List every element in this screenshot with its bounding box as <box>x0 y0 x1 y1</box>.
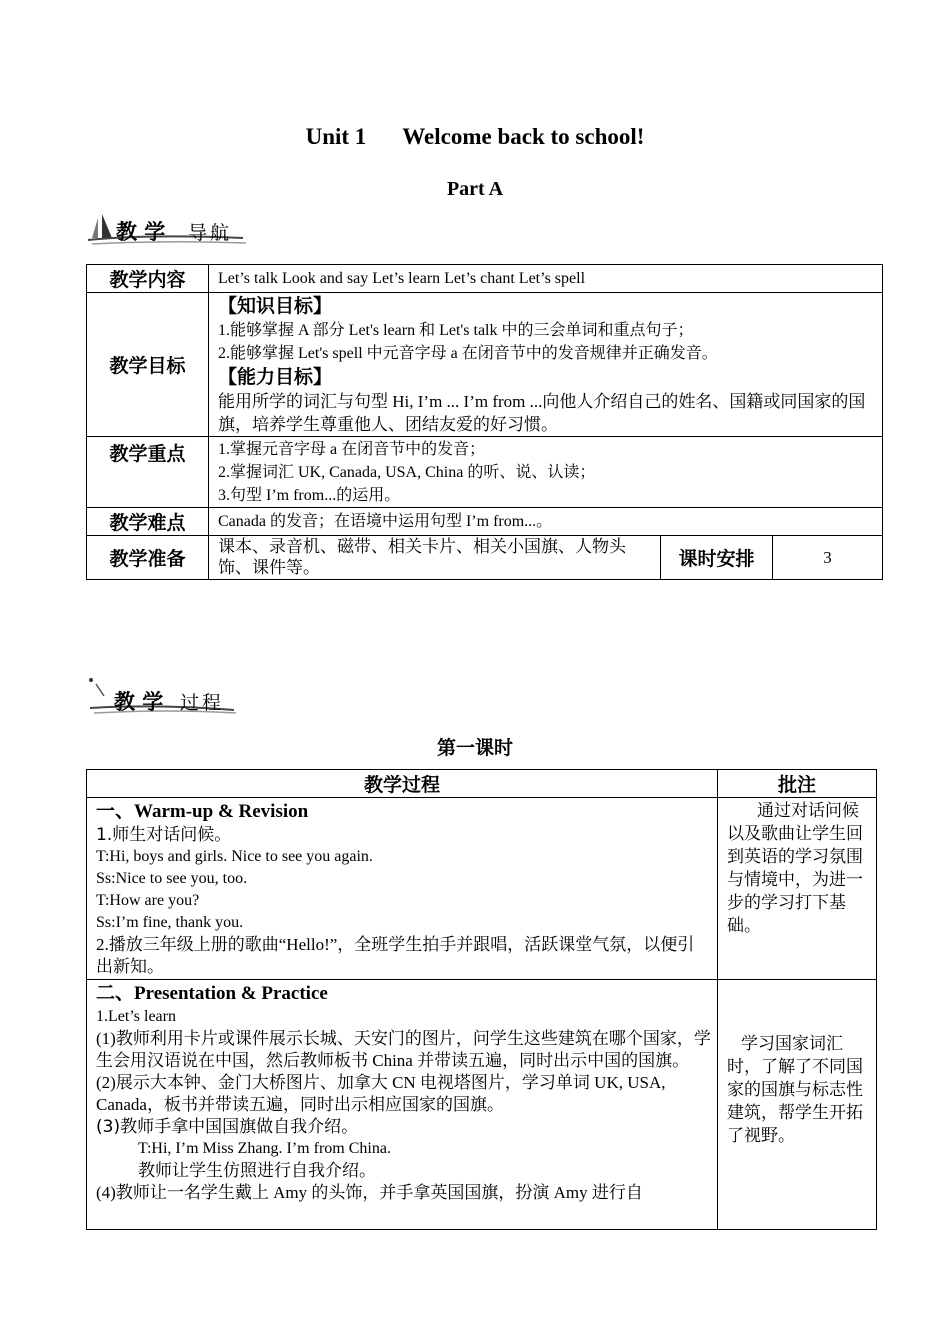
presentation-note-text: 学习国家词汇时，了解了不同国家的国旗与标志性建筑，帮学生开拓了视野。 <box>727 1034 863 1146</box>
process-table <box>86 769 877 1230</box>
knowledge-goal-2: 2.能够掌握 Let's spell 中元音字母 a 在闭音节中的发音规律并正确发音。 <box>218 345 718 362</box>
col-notes: 批注 <box>718 770 877 798</box>
warmup-line-1: 1.师生对话问候。 <box>96 825 232 845</box>
label-goals: 教学目标 <box>87 293 209 437</box>
ability-goal-1: 能用所学的词汇与句型 Hi, I’m ... I’m from ...向他人介绍自己的姓名、国籍或同国家的国旗，培养学生尊重他人、团结友爱的好习惯。 <box>218 392 866 434</box>
label-preparation: 教学准备 <box>87 536 209 580</box>
row-preparation <box>87 536 883 580</box>
warmup-line-6: 2.播放三年级上册的歌曲“Hello!”，全班学生拍手并跟唱，活跃课堂气氛，以便引出新知。 <box>96 935 695 976</box>
col-process: 教学过程 <box>87 770 718 798</box>
warmup-line-3: Ss:Nice to see you, too. <box>96 870 248 887</box>
key-point-1: 1.掌握元音字母 a 在闭音节中的发音； <box>218 441 486 458</box>
schedule-value: 3 <box>773 536 883 580</box>
row-content <box>87 265 883 293</box>
key-point-2: 2.掌握词汇 UK, Canada, USA, China 的听、说、认读； <box>218 464 596 481</box>
warmup-note-text: 通过对话问候以及歌曲让学生回到英语的学习氛围与情境中，为进一步的学习打下基础。 <box>727 801 863 936</box>
label-key-points: 教学重点 <box>87 437 209 508</box>
label-difficulties: 教学难点 <box>87 508 209 536</box>
unit-name: Welcome back to school! <box>402 124 645 149</box>
presentation-line-4: (3)教师手拿中国国旗做自我介绍。 <box>96 1117 359 1137</box>
presentation-line-5: T:Hi, I’m Miss Zhang. I’m from China. <box>138 1140 391 1157</box>
row-goals <box>87 293 883 437</box>
process-header-row <box>87 770 877 798</box>
presentation-heading <box>96 981 717 1006</box>
row-key-points <box>87 437 883 508</box>
warmup-line-5: Ss:I’m fine, thank you. <box>96 914 244 931</box>
nav-heading-big: 教 学 <box>116 220 166 244</box>
process-row-warmup <box>87 798 877 980</box>
warmup-num: 一、 <box>96 800 135 822</box>
label-content: 教学内容 <box>87 265 209 293</box>
preparation-text: 课本、录音机、磁带、相关卡片、相关小国旗、人物头饰、课件等。 <box>209 536 661 580</box>
presentation-note <box>718 980 877 1230</box>
presentation-line-2: (1)教师利用卡片或课件展示长城、天安门的图片，问学生这些建筑在哪个国家，学生会用汉语说在中国，然后教师板书 China 并带读五遍，同时出示中国的国旗。 <box>96 1029 711 1070</box>
warmup-heading <box>96 799 717 824</box>
knowledge-goal-title: 【知识目标】 <box>218 295 333 317</box>
process-heading-small: 过程 <box>180 692 225 714</box>
presentation-line-7: (4)教师让一名学生戴上 Amy 的头饰，并手拿英国国旗，扮演 Amy 进行自 <box>96 1183 643 1202</box>
warmup-title: Warm-up & Revision <box>134 801 309 822</box>
ability-goal-title: 【能力目标】 <box>218 366 333 388</box>
overview-table <box>86 264 883 580</box>
process-row-presentation <box>87 980 877 1230</box>
presentation-num: 二、 <box>96 982 135 1004</box>
unit-label: Unit 1 <box>305 124 367 149</box>
key-point-3: 3.句型 I’m from...的运用。 <box>218 487 401 504</box>
presentation-title: Presentation & Practice <box>134 983 328 1004</box>
difficulties-text: Canada 的发音；在语境中运用句型 I’m from...。 <box>209 508 883 536</box>
presentation-line-1: 1.Let’s learn <box>96 1008 176 1025</box>
process-heading-big: 教 学 <box>114 690 164 714</box>
part-title: Part A <box>446 178 504 200</box>
presentation-line-6: 教师让学生仿照进行自我介绍。 <box>138 1161 376 1181</box>
warmup-note <box>718 798 877 980</box>
nav-section-heading <box>88 210 248 250</box>
process-section-heading <box>88 676 238 716</box>
warmup-line-2: T:Hi, boys and girls. Nice to see you again. <box>96 848 373 865</box>
nav-heading-small: 导航 <box>188 222 233 244</box>
lesson-title: 第一课时 <box>436 737 513 759</box>
content-text: Let’s talk Look and say Let’s learn Let’s chant Let’s spell <box>209 265 883 293</box>
row-difficulties <box>87 508 883 536</box>
unit-title <box>0 124 950 150</box>
label-schedule: 课时安排 <box>661 536 773 580</box>
warmup-line-4: T:How are you? <box>96 892 200 909</box>
knowledge-goal-1: 1.能够掌握 A 部分 Let's learn 和 Let's talk 中的三会单词和重点句子； <box>218 322 694 339</box>
presentation-line-3: (2)展示大本钟、金门大桥图片、加拿大 CN 电视塔图片，学习单词 UK, USA, Canada，板书并带读五遍，同时出示相应国家的国旗。 <box>96 1073 666 1114</box>
